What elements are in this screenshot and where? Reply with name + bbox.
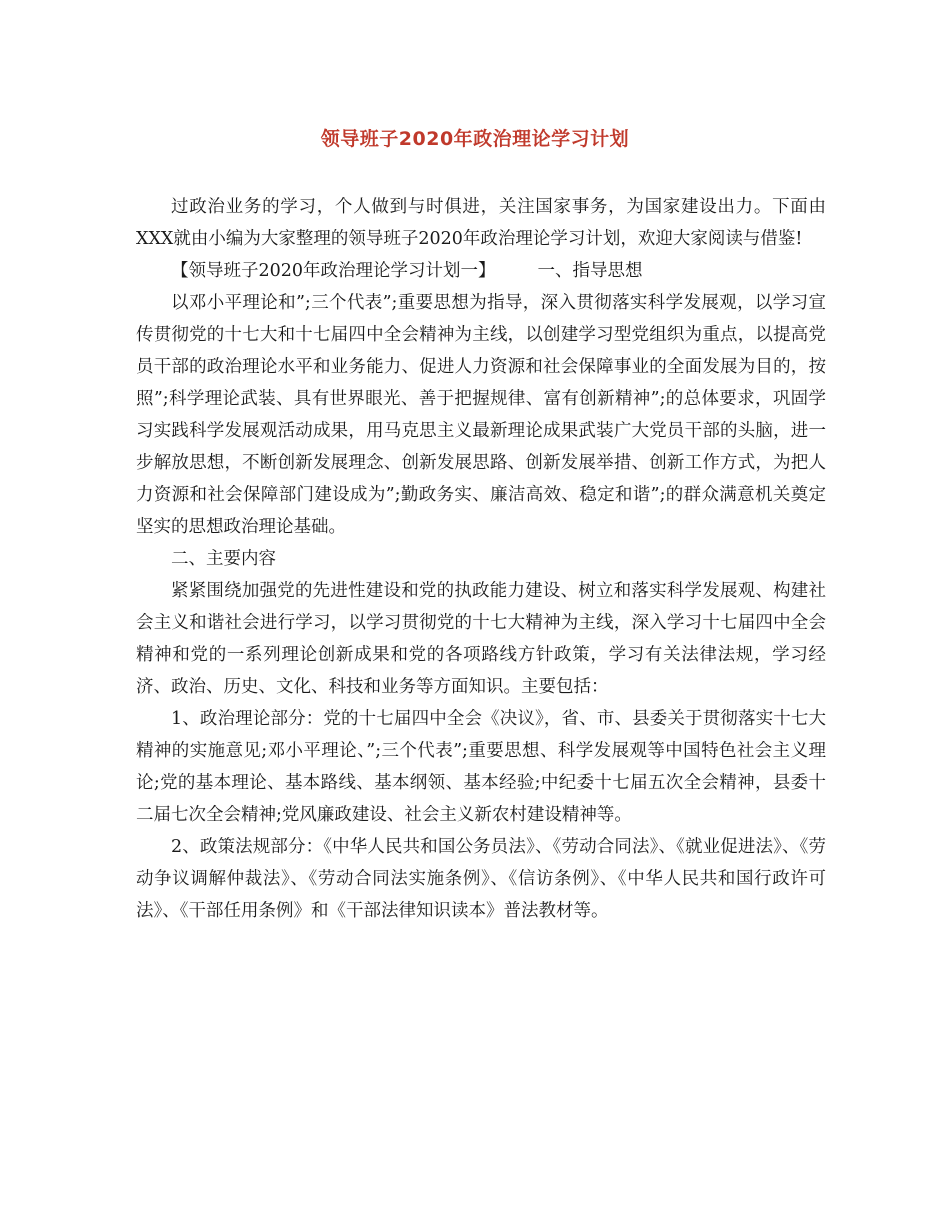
section2-heading: 二、主要内容 xyxy=(171,549,276,569)
plan-heading: 【领导班子2020年政治理论学习计划一】 xyxy=(171,261,496,281)
section1-heading: 一、指导思想 xyxy=(537,261,643,281)
document-title: 领导班子2020年政治理论学习计划 xyxy=(320,128,630,150)
plan-heading-line xyxy=(136,255,826,287)
intro-paragraph: 过政治业务的学习，个人做到与时俱进，关注国家事务，为国家建设出力。下面由XXX就由小编为大家整理的领导班子2020年政治理论学习计划，欢迎大家阅读与借鉴! xyxy=(136,197,826,249)
document-body xyxy=(136,191,826,927)
item2-paragraph: 2、政策法规部分：《中华人民共和国公务员法》、《劳动合同法》、《就业促进法》、《劳动争议调解仲裁法》、《劳动合同法实施条例》、《信访条例》、《中华人民共和国行政许可法》、《干部任用条例》和《干部法律知识读本》普法教材等。 xyxy=(136,837,826,921)
section2-paragraph: 紧紧围绕加强党的先进性建设和党的执政能力建设、树立和落实科学发展观、构建社会主义和谐社会进行学习，以学习贯彻党的十七大精神为主线，深入学习十七届四中全会精神和党的一系列理论创新成果和党的各项路线方针政策，学习有关法律法规，学习经济、政治、历史、文化、科技和业务等方面知识。主要包括： xyxy=(136,581,826,697)
section1-paragraph: 以邓小平理论和”;三个代表”;重要思想为指导，深入贯彻落实科学发展观，以学习宣传贯彻党的十七大和十七届四中全会精神为主线，以创建学习型党组织为重点，以提高党员干部的政治理论水平和业务能力、促进人力资源和社会保障事业的全面发展为目的，按照”;科学理论武装、具有世界眼光、善于把握规律、富有创新精神”;的总体要求，巩固学习实践科学发展观活动成果，用马克思主义最新理论成果武装广大党员干部的头脑，进一步解放思想，不断创新发展理念、创新发展思路、创新发展举措、创新工作方式，为把人力资源和社会保障部门建设成为”;勤政务实、廉洁高效、稳定和谐”;的群众满意机关奠定坚实的思想政治理论基础。 xyxy=(136,293,826,537)
item1-paragraph: 1、政治理论部分：党的十七届四中全会《决议》，省、市、县委关于贯彻落实十七大精神的实施意见;邓小平理论、”;三个代表”;重要思想、科学发展观等中国特色社会主义理论;党的基本理论、基本路线、基本纲领、基本经验;中纪委十七届五次全会精神，县委十二届七次全会精神;党风廉政建设、社会主义新农村建设精神等。 xyxy=(136,709,826,825)
